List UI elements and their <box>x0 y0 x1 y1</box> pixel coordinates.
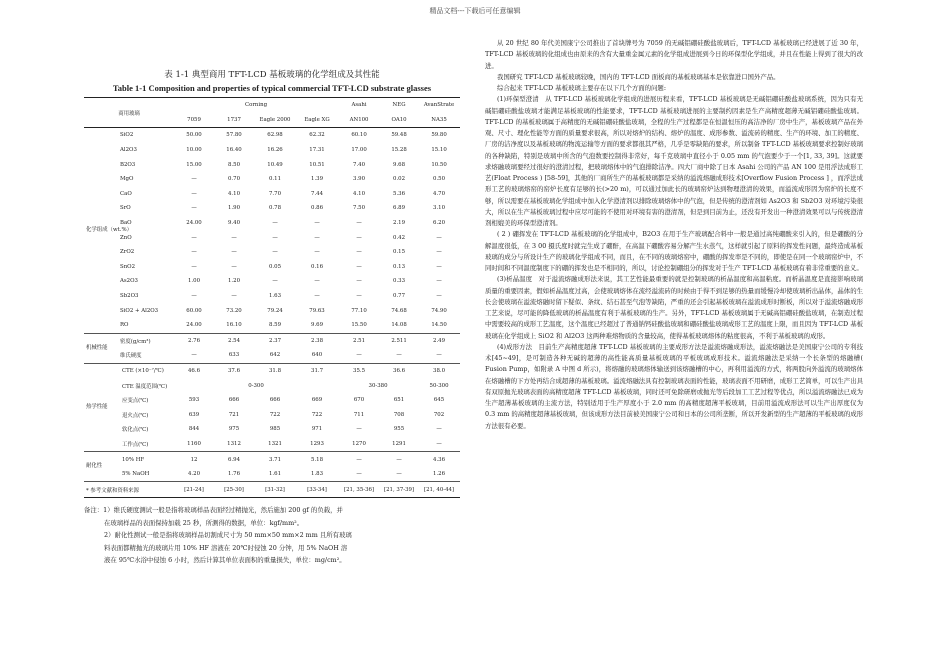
table-cell: 17.31 <box>309 147 325 154</box>
table-cell: SiO2 + Al2O3 <box>120 307 159 314</box>
table-cell: 37.6 <box>214 363 254 378</box>
table-cell: 633 <box>228 352 240 359</box>
table-cell: 14.08 <box>391 322 407 329</box>
table-cell: 670 <box>353 397 365 404</box>
table-caption-en: Table 1-1 Composition and properties of typical commercial TFT-LCD substrate glasses <box>112 83 432 93</box>
table-cell: — <box>380 452 418 467</box>
table-row <box>84 378 460 393</box>
table-cell: 14.50 <box>431 322 447 329</box>
table-cell: 639 <box>188 411 200 418</box>
table-cell: 4.70 <box>433 190 446 197</box>
table-row <box>84 437 460 452</box>
table-cell: 30-380 <box>368 382 388 389</box>
table-cell: — <box>436 263 442 270</box>
table-cell: — <box>314 234 320 241</box>
paragraph: (3)析晶温度 对于溢流熔融成形法来说，其工艺性能最重要的就是控制玻璃的析晶温度和高温粘度。而析晶温度是直接影响玻璃质量的重要因素，假如析晶温度过高，会使玻璃熔体在流经溢流砖的时候由于得不到足够的热量而缓慢冷却使玻璃析出晶体，晶体的生长会使玻璃在溢流熔融时留下疑似、条纹、结石甚至气泡等缺陷，严重的还会引起基板玻璃在溢流成形时断板，所以对于溢流熔融成形工艺来说，尽可能的降低玻璃的析晶温度有利于基板玻璃的生产。另外，TFT-LCD 基板玻璃属于无碱高铝硼硅酸盐玻璃，在制造过程中需要较高的成形工艺温度，这个温度已经超过了普通钠钙硅酸盐玻璃和硼硅酸盐玻璃成形工艺的温度上限，而且因为 TFT-LCD 基板玻璃在化学组成上 SiO2 和 Al2O3 这两种难熔物质的含量较高，使得基板玻璃熔体的粘度很高，不利于基板玻璃的成形。 <box>485 275 863 340</box>
table-cell: 6.94 <box>214 452 254 467</box>
table-cell: Eagle XG <box>296 113 338 128</box>
table-cell: 74.68 <box>391 307 407 314</box>
table-cell: AvanStrate <box>418 98 460 113</box>
table-cell: 0.11 <box>269 176 282 183</box>
table-cell: 74.90 <box>431 307 447 314</box>
table-cell: 31.8 <box>254 363 296 378</box>
table-cell: 1293 <box>310 440 324 447</box>
table-cell: 721 <box>228 411 240 418</box>
paragraph: (1)环保型澄清 从 TFT-LCD 基板玻璃化学组成的进展历程来看，TFT-LCD 基板玻璃是无碱铝硼硅酸盐玻璃系统，因为只有无碱铝硼硅酸盐玻璃才能满足基板玻璃的性能要求，TFT-LCD 基板玻璃进展的主要制约因素是生产高精度超薄无碱铝硼硅酸盐玻璃。TFT-LCD 的基板玻璃属于高精度的无碱铝硼硅酸盐玻璃，全程的生产过程都是在恒温恒压的高洁净的厂房中生产，基板玻璃产品在外观、尺寸、理化性能等方面的质量要求很高，所以对熔炉的结构、熔炉的温度、成形参数、溢流砖的精度、生产的环境、加工的精度、厂房的洁净度以及基板玻璃的物流运输等方面的要求都很其严格，几乎是零缺陷的要求，所以制备 TFT-LCD 基板玻璃要求控制好玻璃的各种缺陷，特别是玻璃中所含的气泡数要控制得非常好，每千克玻璃中直径小于 0.05 mm 的气泡要少于一个[1, 33, 39]。这就要求熔融玻璃要经过很好的澄清过程，把玻璃熔体中的气泡排除洁净。四大厂商中除了日本 Asahi 公司的产品 AN 100 是用浮法成形工艺(Float Process ) [58-59]，其他的厂商所生产的基板玻璃都是采纳的溢流熔融成形技术[Overflow Fusion Process ] ，而浮法成形工艺的玻璃熔窑的窑炉长度有足够的长(>20 m)，可以通过加此长的玻璃窑炉达到物理澄清的效果，而溢流成形因为窑炉的长度不够，所以需要在基板玻璃化学组成中加入化学澄清剂以排除玻璃熔体中的气泡，但是传统的澄清剂如 As2O3 和 Sb2O3 对环境污染很大，所以在生产基板玻璃过程中应尽可能的不使用对环境有害的澄清剂，但是到目前为止，还没有开发出一种澄清效果可以与传统澄清剂相媲美的环保型澄清剂。 <box>485 95 863 227</box>
table-cell: 9.69 <box>311 322 324 329</box>
table-cell: 24.00 <box>186 322 202 329</box>
table-cell: — <box>191 190 197 197</box>
table-header-row <box>84 98 460 113</box>
table-cell: NEG <box>380 98 418 113</box>
table-cell: 50-300 <box>429 382 449 389</box>
table-cell: — <box>436 440 442 447</box>
table-cell: — <box>191 205 197 212</box>
table-cell: 593 <box>188 397 200 404</box>
table-cell: 10.49 <box>267 161 283 168</box>
table-cell: 15.10 <box>431 147 447 154</box>
table-cell: — <box>356 293 362 300</box>
table-cell: SrO <box>120 205 131 212</box>
table-cell: 0.02 <box>393 176 406 183</box>
table-row <box>84 157 460 172</box>
table-cell: SiO2 <box>118 128 174 143</box>
table-cell: 975 <box>228 426 240 433</box>
table-cell: 3.71 <box>254 452 296 467</box>
table-cell: NA35 <box>418 113 460 128</box>
page-header: 精品文档---下载后可任意编辑 <box>429 7 521 15</box>
table-cell: 16.26 <box>267 147 283 154</box>
table-cell: — <box>272 220 278 227</box>
table-cell: 2.19 <box>393 220 406 227</box>
table-cell: — <box>272 249 278 256</box>
table-cell: * 参考文献和资料来源 <box>84 482 174 498</box>
table-cell: 7.44 <box>311 190 324 197</box>
table-row <box>84 230 460 245</box>
table-cell: MgO <box>120 176 134 183</box>
table-cell: — <box>272 234 278 241</box>
table-cell: ZnO <box>120 234 132 241</box>
table-cell: 0.13 <box>393 263 406 270</box>
table-cell: 12 <box>174 452 214 467</box>
table-cell: 955 <box>393 426 405 433</box>
table-cell: RO <box>120 322 129 329</box>
table-cell: 645 <box>433 397 445 404</box>
table-cell: — <box>191 234 197 241</box>
table-cell: 642 <box>269 352 281 359</box>
table-cell: — <box>356 263 362 270</box>
table-cell: Asahi <box>338 98 380 113</box>
table-cell: 工作点(℃) <box>122 441 149 448</box>
table-cell: 24.00 <box>186 220 202 227</box>
table-cell: 1.61 <box>269 471 282 478</box>
table-cell: [21-24] <box>174 482 214 498</box>
table-notes <box>84 504 460 567</box>
table-cell: 0.33 <box>393 278 406 285</box>
paragraph: 我国研究 TFT-LCD 基板玻璃较晚，国内的 TFT-LCD 面板商的基板玻璃基本是依靠进口国外产品。 <box>497 72 780 81</box>
table-cell: 8.50 <box>228 161 241 168</box>
table-cell: [21, 40-44] <box>418 482 460 498</box>
paragraph: ( 2 ) 硼挥发在 TFT-LCD 基板玻璃的化学组成中，B2O3 在用于生产玻璃配合料中一般是通过高纯硼酸来引入的，但是硼酸的分解温度很低，在 3 00 摄氏度时就完生成了硼酐，在高温下硼酸容易分解产生水蒸气，这样就引起了原料的挥发性问题，最终造成基板玻璃的成分与所设计生产的玻璃化学组成不同，而且，在不同的玻璃熔窑中，硼酸的挥发率是不同的，即使是在同一个玻璃窑炉中，不同时间和不同温度制度下的硼的挥发也是不相同的，所以，讨论控制硼组分的挥发对于生产 TFT-LCD 基板玻璃有着非常重要的意义。 <box>485 230 863 272</box>
table-cell: — <box>436 352 442 359</box>
table-cell: — <box>191 176 197 183</box>
table-row <box>84 274 460 289</box>
table-cell: BaO <box>120 220 132 227</box>
table-cell: 0.86 <box>311 205 324 212</box>
table-cell: 1.90 <box>228 205 241 212</box>
table-cell: 2.54 <box>214 333 254 348</box>
table-cell: 17.00 <box>351 147 367 154</box>
table-cell: 844 <box>188 426 200 433</box>
table-cell: 57.80 <box>214 128 254 143</box>
table-cell: 4.36 <box>418 452 460 467</box>
table-cell: 6.20 <box>433 220 446 227</box>
note-line: 备注：1）维氏硬度测试一般是指将玻璃样品表面经过精抛光，然后施加 200 gf 的负载，并 <box>84 506 343 515</box>
table-cell: 15.28 <box>391 147 407 154</box>
table-cell: 10% HF <box>118 452 174 467</box>
table-row <box>84 143 460 158</box>
table-cell: 0.77 <box>393 293 406 300</box>
table-cell: 6.89 <box>393 205 406 212</box>
table-cell: 2.511 <box>380 333 418 348</box>
table-cell: 1.00 <box>188 278 201 285</box>
table-cell: 708 <box>393 411 405 418</box>
table-cell: — <box>314 249 320 256</box>
table-cell: — <box>231 263 237 270</box>
paragraph: 从 20 世纪 80 年代美国康宁公司推出了首块牌号为 7059 的无碱铝硼硅酸盐玻璃后，TFT-LCD 基板玻璃已经进展了近 30 年，TFT-LCD 基板玻璃的化组成也由原来的含有大量重金属元素的化学组成进展到今日的环保型化学组成，并且在性能上得到了很大的改进。 <box>485 39 863 70</box>
table-row <box>84 452 460 467</box>
table-caption-cn: 表 1-1 典型商用 TFT-LCD 基板玻璃的化学组成及其性能 <box>164 70 380 80</box>
table-cell: 7059 <box>174 113 214 128</box>
table-cell: 机械性能 <box>84 333 118 363</box>
table-cell: — <box>231 249 237 256</box>
table-cell: 60.00 <box>186 307 202 314</box>
table-cell: 669 <box>311 397 323 404</box>
table-cell: 商用玻璃 <box>84 98 174 128</box>
table-cell: CTE (×10⁻⁷/℃) <box>118 363 174 378</box>
table-cell: — <box>191 263 197 270</box>
table-cell: 3.90 <box>353 176 366 183</box>
table-cell: 7.50 <box>353 205 366 212</box>
table-cell: 5% NaOH <box>122 471 150 478</box>
table-cell: — <box>338 452 380 467</box>
table-cell: 退火点(℃) <box>122 412 149 419</box>
table-cell: 722 <box>311 411 323 418</box>
table-cell: [21, 37-39] <box>380 482 418 498</box>
table-cell: Corning <box>174 98 338 113</box>
table-ref-row <box>84 482 460 498</box>
paragraph: (4)成形方法 目前生产高精度超薄 TFT-LCD 基板玻璃的主要成形方法是溢流熔融成形法，溢流熔融法是美国康宁公司的专利技术[45~49]，是可制造各种无碱的超薄的高性能高质量基板玻璃的平板玻璃成形技术。溢流熔融法是采纳一个长条型的熔融槽( Fusion Pump，如附录 A 中图 d 所示)，将熔融的玻璃熔体输送到该熔融槽的中心，再利用溢流的方式，将两股向外溢流的玻璃熔体在熔融槽的下方处再结合成超薄的基板玻璃。溢流熔融法具有控制玻璃表面的性能，玻璃表面不用研磨，成形工艺简单，可以生产出具有双原抛光玻璃表面的高精度超薄 TFT-LCD 基板玻璃，同时还可免除研磨或抛光等后段加工工艺过程等优点，所以溢流熔融法已成为生产超薄基板玻璃的主流方法，特别适用于生产厚度小于 2.0 mm 的高精度超薄平板玻璃，目前用溢流成形法可以生产出厚度仅为 0.3 mm 的高精度超薄基板玻璃，但该成形方法目前被美国康宁公司和日本的公司所垄断，所以开发新型的生产超薄的平板玻璃的成形方法很有必要。 <box>485 342 863 430</box>
table-cell: 2.51 <box>338 333 380 348</box>
table-cell: — <box>356 471 362 478</box>
table-cell: 4.10 <box>353 190 366 197</box>
table-cell: 651 <box>393 397 405 404</box>
table-cell: 0.15 <box>393 249 406 256</box>
table-cell: — <box>436 234 442 241</box>
table-cell: 应变点(℃) <box>122 398 149 405</box>
table-cell: 16.40 <box>226 147 242 154</box>
table-cell: 0.70 <box>228 176 241 183</box>
table-cell: 35.5 <box>338 363 380 378</box>
table-cell: 10.51 <box>309 161 325 168</box>
table-cell: 0-300 <box>248 382 264 389</box>
table-row <box>84 348 460 363</box>
table-cell: 31.7 <box>296 363 338 378</box>
table-cell: 1.20 <box>228 278 241 285</box>
table-cell: 722 <box>269 411 281 418</box>
table-cell: — <box>396 352 402 359</box>
table-cell: 666 <box>269 397 281 404</box>
table-cell: 59.48 <box>380 128 418 143</box>
table-cell: As2O3 <box>120 278 138 285</box>
glass-table <box>84 97 460 498</box>
table-cell: 化学组成（wt.%） <box>84 128 118 333</box>
table-cell: SnO2 <box>120 263 136 270</box>
table-row <box>84 363 460 378</box>
table-cell: 维氏硬度 <box>120 353 142 360</box>
table-cell: — <box>356 426 362 433</box>
table-cell: 9.68 <box>393 161 406 168</box>
table-cell: 热学性能 <box>84 363 118 452</box>
table-row <box>84 333 460 348</box>
table-cell: 9.40 <box>228 220 241 227</box>
table-cell: — <box>314 278 320 285</box>
table-cell: 0.16 <box>311 263 324 270</box>
table-cell: 5.18 <box>296 452 338 467</box>
table-cell: 77.10 <box>351 307 367 314</box>
table-cell: 密度(g/cm³) <box>118 333 174 348</box>
table-cell: 79.24 <box>267 307 283 314</box>
table-cell: 0.50 <box>433 176 446 183</box>
table-row <box>84 128 460 143</box>
table-cell: 2.76 <box>174 333 214 348</box>
table-cell: — <box>356 352 362 359</box>
table-cell: [31-32] <box>254 482 296 498</box>
table-cell: — <box>314 220 320 227</box>
table-cell: 1737 <box>214 113 254 128</box>
table-cell: — <box>356 220 362 227</box>
table-cell: 1291 <box>392 440 406 447</box>
table-cell: 软化点(℃) <box>122 427 149 434</box>
table-cell: 5.36 <box>393 190 406 197</box>
table-row <box>84 289 460 304</box>
table-cell: 3.10 <box>433 205 446 212</box>
table-cell: — <box>356 278 362 285</box>
table-row <box>84 201 460 216</box>
paragraph: 综合起来 TFT-LCD 基板玻璃主要存在以下几个方面的问题: <box>497 84 666 92</box>
table-row <box>84 172 460 187</box>
table-cell: 耐化性 <box>84 452 118 482</box>
table-cell: — <box>191 293 197 300</box>
table-cell: AN100 <box>338 113 380 128</box>
table-cell: 711 <box>353 411 365 418</box>
table-cell: 1321 <box>268 440 282 447</box>
table-cell: 15.50 <box>351 322 367 329</box>
table-section <box>84 68 460 567</box>
table-cell: — <box>436 278 442 285</box>
table-cell: 16.10 <box>226 322 242 329</box>
table-cell: 2.49 <box>418 333 460 348</box>
table-cell: 1270 <box>352 440 366 447</box>
table-row <box>84 245 460 260</box>
note-line: 料表面都精抛光的玻璃片用 10% HF 溶液在 20℃时侵蚀 20 分钟，用 5% NaOH 溶 <box>104 543 348 552</box>
table-row <box>84 187 460 202</box>
table-cell: 36.6 <box>380 363 418 378</box>
table-cell: [25-30] <box>214 482 254 498</box>
table-cell: 46.6 <box>174 363 214 378</box>
table-cell: 1312 <box>227 440 241 447</box>
table-row <box>84 303 460 318</box>
table-row <box>84 318 460 333</box>
table-cell: 1.76 <box>228 471 241 478</box>
table-cell: 702 <box>433 411 445 418</box>
table-cell: 62.98 <box>254 128 296 143</box>
table-cell: CaO <box>120 190 132 197</box>
table-cell: 1160 <box>187 440 201 447</box>
table-cell: 666 <box>228 397 240 404</box>
table-cell: [21, 35-36] <box>338 482 380 498</box>
table-cell: 0.78 <box>269 205 282 212</box>
table-cell: — <box>436 293 442 300</box>
table-cell: 62.32 <box>296 128 338 143</box>
table-cell: 1.83 <box>311 471 324 478</box>
table-cell: 2.38 <box>296 333 338 348</box>
table-cell: Eagle 2000 <box>254 113 296 128</box>
table-cell: ZrO2 <box>120 249 135 256</box>
table-cell: — <box>356 249 362 256</box>
table-cell: 7.70 <box>269 190 282 197</box>
table-cell: [33-34] <box>296 482 338 498</box>
table-cell: 73.20 <box>226 307 242 314</box>
table-cell: 4.10 <box>228 190 241 197</box>
table-row <box>84 216 460 231</box>
table-cell: 15.00 <box>186 161 202 168</box>
table-row <box>84 393 460 408</box>
note-line: 在玻璃样品的表面保持加载 25 秒，所测得的数据，单位：kgf/mm²。 <box>104 518 304 527</box>
table-cell: 0.05 <box>269 263 282 270</box>
table-cell: — <box>191 249 197 256</box>
table-cell: 0.42 <box>393 234 406 241</box>
table-cell: 10.00 <box>186 147 202 154</box>
note-line: 2）耐化性测试一般是指将玻璃样品切割成尺寸为 50 mm×50 mm×2 mm 且所有玻璃 <box>104 531 352 540</box>
table-row <box>84 467 460 482</box>
table-cell: Sb2O3 <box>120 293 139 300</box>
table-cell: — <box>356 234 362 241</box>
table-cell: 2.37 <box>254 333 296 348</box>
table-cell: 38.0 <box>418 363 460 378</box>
table-cell: 59.80 <box>418 128 460 143</box>
table-cell: 1.39 <box>311 176 324 183</box>
table-row <box>84 260 460 275</box>
table-cell: — <box>231 234 237 241</box>
table-cell: 10.50 <box>431 161 447 168</box>
table-cell: — <box>272 278 278 285</box>
table-cell: Al2O3 <box>120 147 137 154</box>
table-cell: 1.26 <box>433 471 446 478</box>
table-cell: 60.10 <box>338 128 380 143</box>
table-cell: 8.59 <box>269 322 282 329</box>
table-cell: 79.63 <box>309 307 325 314</box>
table-cell: 7.40 <box>353 161 366 168</box>
note-line: 液在 95℃水浴中侵蚀 6 小时，然后计算其单位表面积的重量损失，单位：mg/cm²。 <box>104 556 346 565</box>
body-text <box>485 38 863 432</box>
table-cell: — <box>191 352 197 359</box>
table-cell: — <box>436 426 442 433</box>
table-cell: 50.00 <box>174 128 214 143</box>
table-cell: 985 <box>269 426 281 433</box>
table-cell: 4.20 <box>188 471 201 478</box>
table-cell: — <box>396 471 402 478</box>
table-cell: — <box>231 293 237 300</box>
table-cell: B2O3 <box>120 161 136 168</box>
table-cell: — <box>436 249 442 256</box>
table-cell: 640 <box>311 352 323 359</box>
table-cell: — <box>314 293 320 300</box>
table-cell: CTE 温度范围(℃) <box>122 383 168 390</box>
table-cell: 1.63 <box>269 293 282 300</box>
table-row <box>84 407 460 422</box>
table-cell: 971 <box>311 426 323 433</box>
table-cell: OA10 <box>380 113 418 128</box>
table-row <box>84 422 460 437</box>
